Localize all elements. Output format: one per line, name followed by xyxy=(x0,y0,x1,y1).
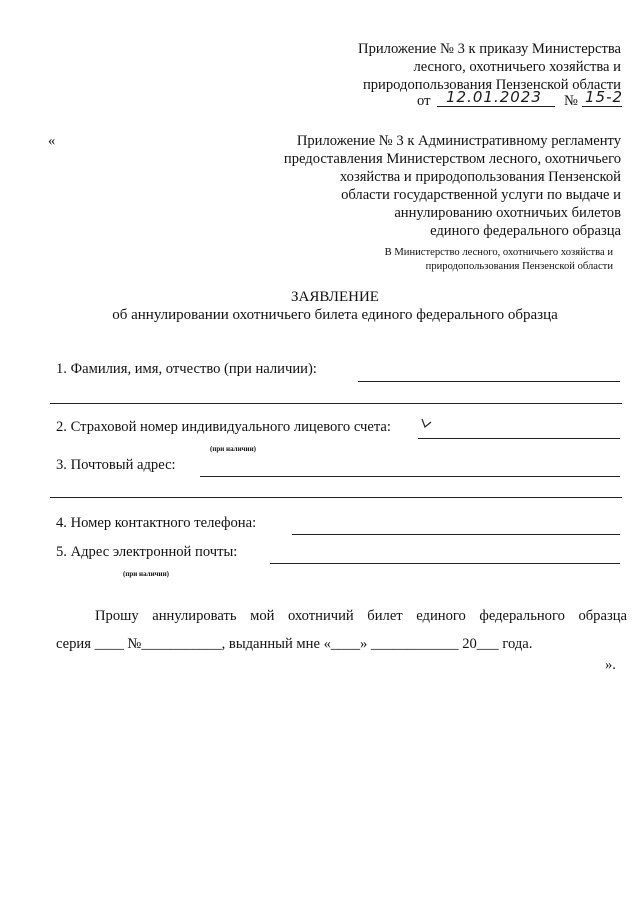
field-email-note: (при наличии) xyxy=(123,570,169,578)
regulation-line-2: предоставления Министерством лесного, охотничьего xyxy=(283,151,621,167)
addressee-line-1: В Министерство лесного, охотничьего хозяйства и xyxy=(384,247,613,258)
number-prefix: № xyxy=(564,93,578,109)
field-address-label: 3. Почтовый адрес: xyxy=(56,457,176,473)
field-email-line[interactable] xyxy=(270,563,620,564)
regulation-line-3: хозяйства и природопользования Пензенской xyxy=(339,169,621,185)
close-quote: ». xyxy=(605,657,616,673)
field-address-line-2[interactable] xyxy=(50,497,622,498)
field-name-label: 1. Фамилия, имя, отчество (при наличии): xyxy=(56,361,317,377)
request-line-1: Прошу аннулировать мой охотничий билет единого федерального образца xyxy=(95,608,627,624)
request-line-2: серия ____ №___________, выданный мне «____» ____________ 20___ года. xyxy=(56,636,533,652)
field-address-line[interactable] xyxy=(200,476,620,477)
field-snils-line[interactable] xyxy=(418,438,620,439)
order-appendix-line-3: природопользования Пензенской области xyxy=(362,77,621,93)
order-appendix-line-2: лесного, охотничьего хозяйства и xyxy=(413,59,621,75)
field-email-label: 5. Адрес электронной почты: xyxy=(56,544,238,560)
order-appendix-line-1: Приложение № 3 к приказу Министерства xyxy=(358,41,621,57)
document-title: ЗАЯВЛЕНИЕ xyxy=(291,289,379,305)
regulation-line-4: области государственной услуги по выдаче и xyxy=(341,187,621,203)
date-prefix: от xyxy=(417,93,431,109)
field-phone-label: 4. Номер контактного телефона: xyxy=(56,515,257,531)
field-name-line-2[interactable] xyxy=(50,403,622,404)
open-quote: « xyxy=(48,133,56,149)
field-name-line[interactable] xyxy=(358,381,620,382)
number-underline xyxy=(582,106,622,107)
pen-tick-mark xyxy=(420,416,434,430)
addressee-line-2: природопользования Пензенской области xyxy=(425,261,613,272)
field-phone-line[interactable] xyxy=(292,534,620,535)
date-underline xyxy=(437,106,555,107)
regulation-line-5: аннулированию охотничьих билетов xyxy=(394,205,621,221)
handwritten-number: 15-2 xyxy=(585,88,624,106)
document-subtitle: об аннулировании охотничьего билета единого федерального образца xyxy=(112,307,558,323)
field-snils-note: (при наличии) xyxy=(210,445,256,453)
handwritten-date: 12.01.2023 xyxy=(446,88,542,106)
regulation-line-6: единого федерального образца xyxy=(430,223,621,239)
field-snils-label: 2. Страховой номер индивидуального лицевого счета: xyxy=(56,419,391,435)
regulation-line-1: Приложение № 3 к Административному регламенту xyxy=(296,133,621,149)
